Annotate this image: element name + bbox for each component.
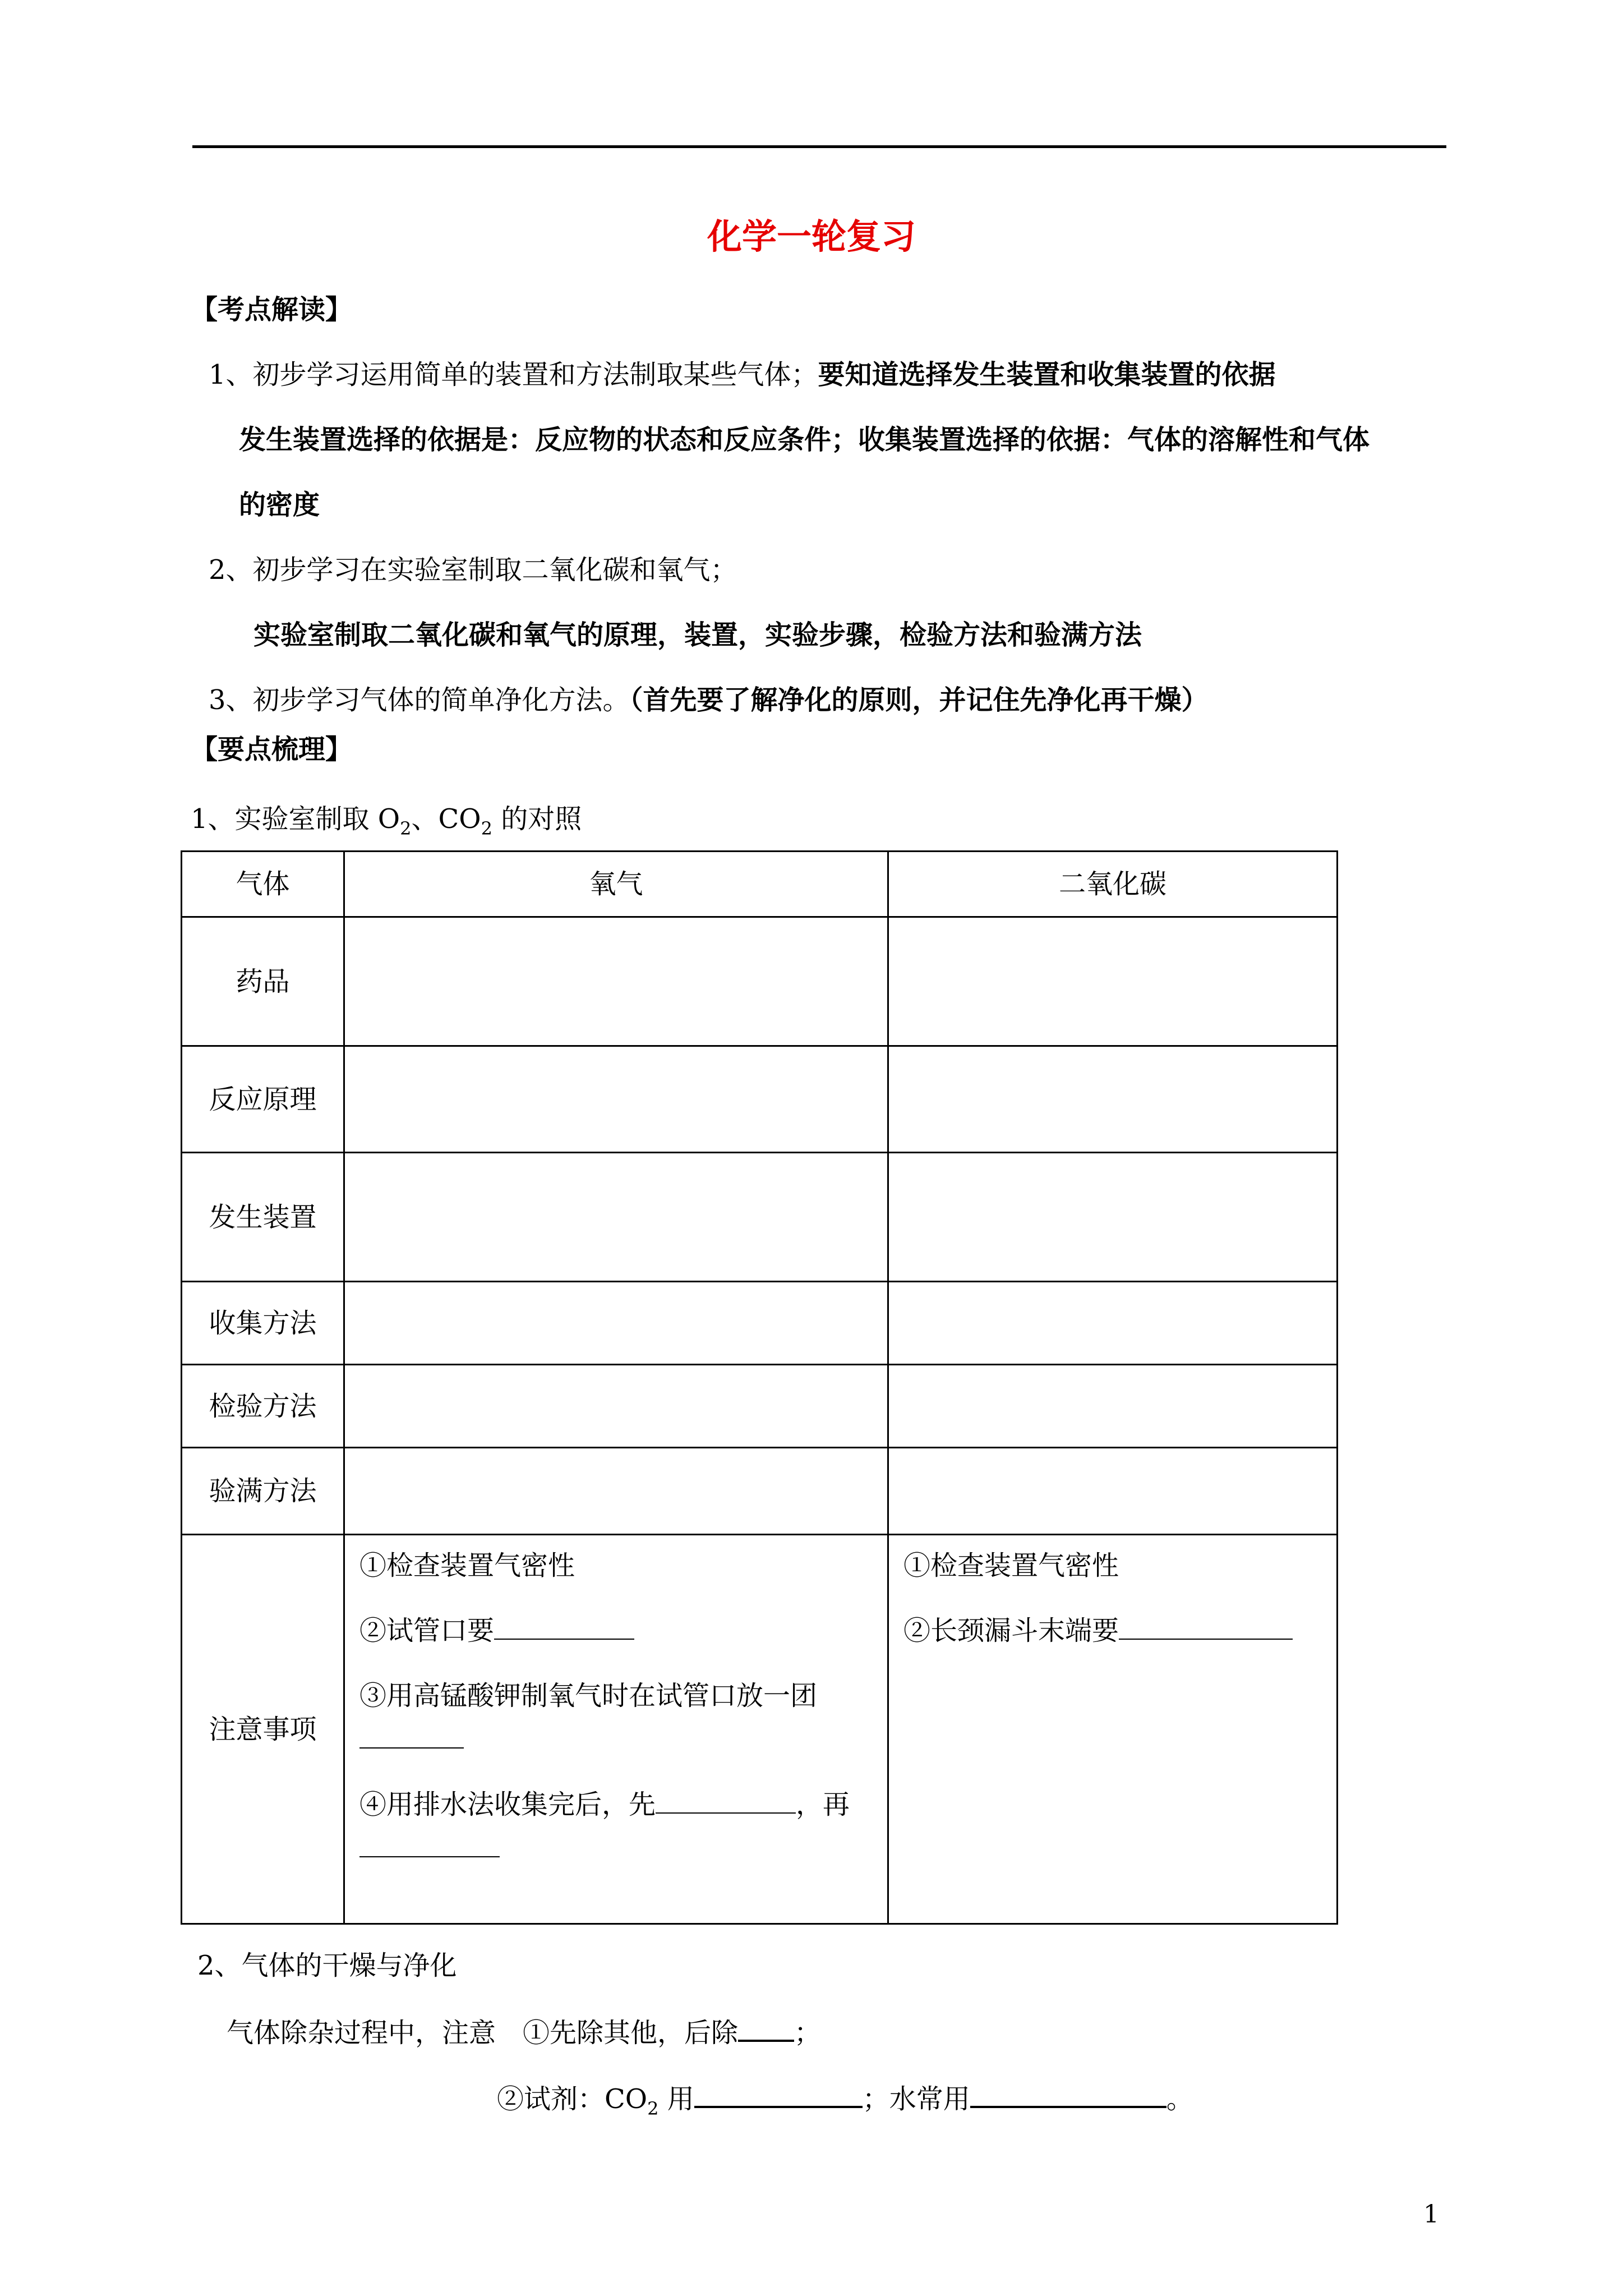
item-1-prefix: 1、实验室制取 O bbox=[191, 803, 400, 835]
paragraph-5-text: 3、初步学习气体的简单净化方法。 bbox=[209, 684, 630, 716]
o2-note-4 bbox=[359, 1787, 887, 1823]
table-row bbox=[182, 1153, 1338, 1282]
cell-co2-apparatus[interactable] bbox=[888, 1153, 1338, 1282]
item-1-caption bbox=[191, 801, 582, 840]
o2-note-2 bbox=[359, 1613, 887, 1649]
table-row bbox=[182, 1046, 1338, 1153]
header-co2: 二氧化碳 bbox=[888, 852, 1338, 917]
table-row bbox=[182, 917, 1338, 1046]
co2-note-1: ①检查装置气密性 bbox=[903, 1550, 1119, 1581]
item-2-caption: 2、气体的干燥与净化 bbox=[197, 1950, 457, 1981]
paragraph-4: 实验室制取二氧化碳和氧气的原理，装置，实验步骤，检验方法和验满方法 bbox=[253, 619, 1142, 651]
paragraph-1 bbox=[209, 357, 1276, 393]
paragraph-1-text: 1、初步学习运用简单的装置和方法制取某些气体； bbox=[209, 359, 818, 390]
row-label-apparatus: 发生装置 bbox=[182, 1153, 344, 1282]
paragraph-2-line-1: 发生装置选择的依据是：反应物的状态和反应条件；收集装置选择的依据：气体的溶解性和气体 bbox=[239, 424, 1370, 455]
purify-line-2-text-c: ；水常用 bbox=[862, 2083, 970, 2115]
section-heading-kaodian: 【考点解读】 bbox=[191, 294, 353, 325]
o2-note-4-blank-line bbox=[359, 1830, 887, 1866]
row-label-test: 检验方法 bbox=[182, 1365, 344, 1448]
co2-note-2 bbox=[903, 1613, 1336, 1649]
purify-blank-1[interactable] bbox=[738, 2015, 794, 2042]
o2-note-3-blank[interactable] bbox=[359, 1723, 464, 1749]
o2-note-4-blank-2[interactable] bbox=[359, 1832, 500, 1857]
cell-o2-precautions bbox=[344, 1535, 888, 1924]
cell-o2-apparatus[interactable] bbox=[344, 1153, 888, 1282]
cell-co2-precautions bbox=[888, 1535, 1338, 1924]
row-label-precautions: 注意事项 bbox=[182, 1535, 344, 1924]
table-row bbox=[182, 1365, 1338, 1448]
purify-line-2-text-b: 用 bbox=[658, 2083, 694, 2115]
item-1-suffix: 的对照 bbox=[492, 803, 582, 835]
purify-line-2 bbox=[497, 2081, 1193, 2120]
header-gas: 气体 bbox=[182, 852, 344, 917]
cell-co2-full-check[interactable] bbox=[888, 1448, 1338, 1535]
cell-co2-collection[interactable] bbox=[888, 1282, 1338, 1365]
o2-note-4-text-a: ④用排水法收集完后，先 bbox=[359, 1789, 656, 1820]
item-1-sub-2: 2 bbox=[481, 818, 492, 839]
paragraph-2-line-2: 的密度 bbox=[239, 489, 320, 521]
cell-o2-full-check[interactable] bbox=[344, 1448, 888, 1535]
row-label-principle: 反应原理 bbox=[182, 1046, 344, 1153]
purify-line-1-end: ； bbox=[794, 2017, 822, 2049]
o2-note-2-text: ②试管口要 bbox=[359, 1615, 495, 1646]
section-heading-yaodian: 【要点梳理】 bbox=[191, 734, 353, 765]
header-rule bbox=[192, 145, 1446, 148]
paragraph-1-bold: 要知道选择发生装置和收集装置的依据 bbox=[818, 359, 1276, 390]
paragraph-3: 2、初步学习在实验室制取二氧化碳和氧气； bbox=[209, 554, 737, 586]
row-label-reagents: 药品 bbox=[182, 917, 344, 1046]
item-1-sub-1: 2 bbox=[400, 818, 412, 839]
o2-note-3-blank-line bbox=[359, 1722, 887, 1757]
table-header-row bbox=[182, 852, 1338, 917]
purify-blank-2[interactable] bbox=[694, 2081, 863, 2108]
o2-note-4-text-b: ，再 bbox=[796, 1789, 850, 1820]
o2-note-3: ③用高锰酸钾制氧气时在试管口放一团 bbox=[359, 1680, 818, 1711]
purify-line-1-text: 气体除杂过程中，注意 ①先除其他，后除 bbox=[227, 2017, 739, 2049]
row-label-collection: 收集方法 bbox=[182, 1282, 344, 1365]
row-label-full-check: 验满方法 bbox=[182, 1448, 344, 1535]
paragraph-5 bbox=[209, 682, 1209, 718]
purify-line-2-sub: 2 bbox=[647, 2098, 659, 2119]
comparison-table bbox=[181, 850, 1338, 1925]
cell-o2-principle[interactable] bbox=[344, 1046, 888, 1153]
paragraph-5-bold: （首先要了解净化的原则，并记住先净化再干燥） bbox=[629, 684, 1209, 716]
cell-co2-reagents[interactable] bbox=[888, 917, 1338, 1046]
o2-note-1: ①检查装置气密性 bbox=[359, 1550, 575, 1581]
header-oxygen: 氧气 bbox=[344, 852, 888, 917]
page-number: 1 bbox=[1423, 2200, 1439, 2229]
table-row bbox=[182, 1535, 1338, 1924]
page-title: 化学一轮复习 bbox=[707, 216, 916, 257]
cell-o2-collection[interactable] bbox=[344, 1282, 888, 1365]
co2-note-2-blank[interactable] bbox=[1119, 1614, 1293, 1640]
cell-o2-test[interactable] bbox=[344, 1365, 888, 1448]
table-row bbox=[182, 1448, 1338, 1535]
cell-co2-principle[interactable] bbox=[888, 1046, 1338, 1153]
purify-line-2-text-d: 。 bbox=[1166, 2083, 1193, 2115]
co2-note-2-text: ②长颈漏斗末端要 bbox=[903, 1615, 1119, 1646]
cell-co2-test[interactable] bbox=[888, 1365, 1338, 1448]
purify-line-1 bbox=[227, 2015, 821, 2051]
purify-blank-3[interactable] bbox=[970, 2081, 1166, 2108]
o2-note-4-blank-1[interactable] bbox=[656, 1788, 796, 1814]
cell-o2-reagents[interactable] bbox=[344, 917, 888, 1046]
purify-line-2-text-a: ②试剂：CO bbox=[497, 2083, 648, 2115]
table-row bbox=[182, 1282, 1338, 1365]
item-1-mid: 、CO bbox=[411, 803, 481, 835]
o2-note-2-blank[interactable] bbox=[494, 1614, 634, 1640]
